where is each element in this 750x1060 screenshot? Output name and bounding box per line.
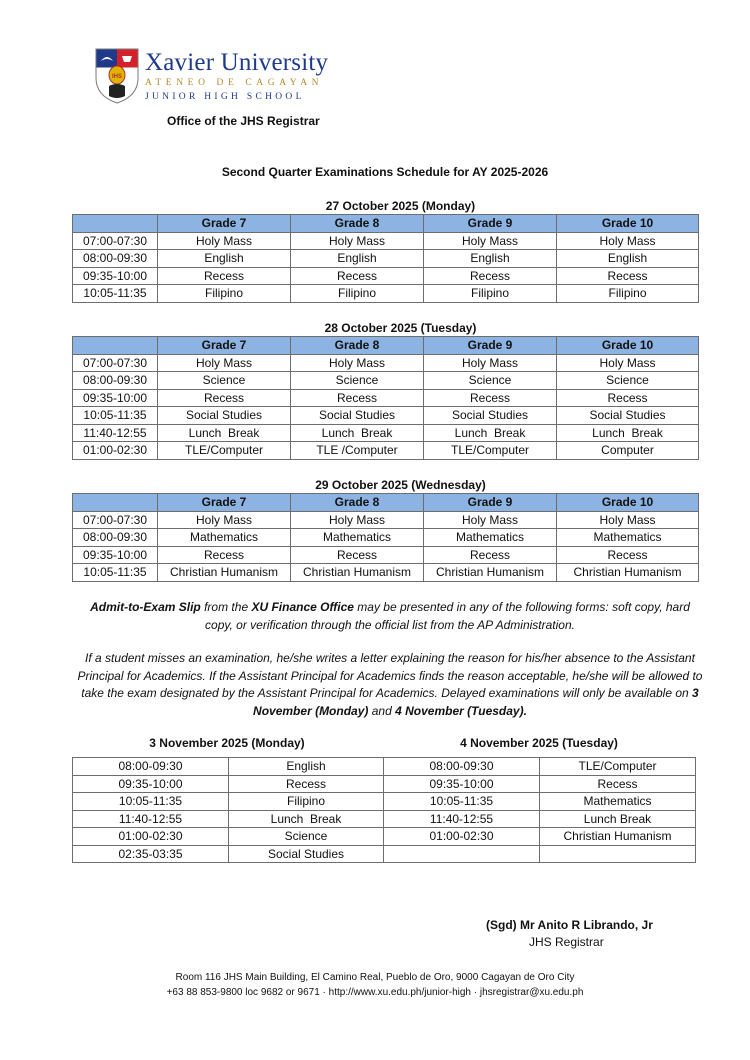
subject-cell: Recess: [158, 389, 291, 407]
subject-cell: Filipino: [291, 285, 424, 303]
time-cell: 10:05-11:35: [73, 564, 158, 582]
time-cell: 08:00-09:30: [73, 758, 229, 776]
subject-cell: Holy Mass: [557, 232, 699, 250]
day-schedule: [72, 320, 699, 460]
subject-cell: Lunch Break: [229, 810, 384, 828]
subject-cell: Recess: [557, 546, 699, 564]
subject-cell: Holy Mass: [291, 232, 424, 250]
subject-cell: Science: [158, 372, 291, 390]
time-cell: 01:00-02:30: [73, 442, 158, 460]
header-cell: Grade 7: [158, 494, 291, 512]
university-subtitle: ATENEO DE CAGAYAN: [145, 78, 324, 88]
subject-cell: Filipino: [158, 285, 291, 303]
subject-cell: Science: [229, 828, 384, 846]
subject-cell: TLE /Computer: [291, 442, 424, 460]
header-cell: Grade 9: [424, 494, 557, 512]
subject-cell: Social Studies: [291, 407, 424, 425]
subject-cell: Holy Mass: [291, 511, 424, 529]
subject-cell: Recess: [229, 775, 384, 793]
table-row: [73, 424, 699, 442]
subject-cell: Lunch Break: [540, 810, 696, 828]
svg-text:IHS: IHS: [111, 74, 123, 80]
header-cell: Grade 8: [291, 215, 424, 233]
makeup-tuesday-title: 4 November 2025 (Tuesday): [460, 736, 618, 750]
table-header-row: [73, 337, 699, 355]
subject-cell: TLE/Computer: [424, 442, 557, 460]
subject-cell: Mathematics: [158, 529, 291, 547]
university-shield-icon: [95, 48, 139, 104]
page-title: Second Quarter Examinations Schedule for AY 2025-2026: [221, 165, 549, 179]
office-name: Office of the JHS Registrar: [167, 114, 320, 128]
day-schedule: [72, 477, 699, 582]
time-cell: 10:05-11:35: [73, 793, 229, 811]
table-row: [73, 250, 699, 268]
subject-cell: Science: [557, 372, 699, 390]
day-title: 29 October 2025 (Wednesday): [315, 478, 486, 492]
subject-cell: Holy Mass: [424, 511, 557, 529]
day-title: 27 October 2025 (Monday): [325, 199, 476, 213]
table-row: [73, 793, 696, 811]
time-cell: 09:35-10:00: [384, 775, 540, 793]
time-cell: 09:35-10:00: [73, 775, 229, 793]
header-cell: Grade 7: [158, 215, 291, 233]
admit-slip-note: [80, 599, 700, 634]
makeup-monday-title: 3 November 2025 (Monday): [149, 736, 305, 750]
subject-cell: Mathematics: [557, 529, 699, 547]
header-cell: Grade 7: [158, 337, 291, 355]
subject-cell: Lunch Break: [291, 424, 424, 442]
time-cell: 08:00-09:30: [73, 529, 158, 547]
subject-cell: Holy Mass: [557, 511, 699, 529]
missed-exam-note: [70, 650, 710, 720]
day-schedule: [72, 198, 699, 303]
subject-cell: Mathematics: [540, 793, 696, 811]
time-cell: 09:35-10:00: [73, 389, 158, 407]
subject-cell: Holy Mass: [158, 511, 291, 529]
header-cell: Grade 10: [557, 494, 699, 512]
subject-cell: Holy Mass: [557, 354, 699, 372]
note-text: .: [523, 703, 527, 718]
makeup-schedule-table: [72, 757, 696, 863]
subject-cell: [540, 845, 696, 863]
note-text: and: [368, 703, 396, 718]
subject-cell: Social Studies: [424, 407, 557, 425]
table-row: [73, 810, 696, 828]
schedule-table: [72, 214, 699, 303]
subject-cell: Christian Humanism: [158, 564, 291, 582]
signatory-name: (Sgd) Mr Anito R Librando, Jr: [486, 918, 653, 932]
header-cell: Grade 8: [291, 337, 424, 355]
subject-cell: Recess: [158, 267, 291, 285]
time-cell: 08:00-09:30: [384, 758, 540, 776]
subject-cell: TLE/Computer: [158, 442, 291, 460]
table-header-row: [73, 215, 699, 233]
time-cell: 10:05-11:35: [384, 793, 540, 811]
finance-office-term: XU Finance Office: [251, 600, 354, 614]
time-cell: 07:00-07:30: [73, 354, 158, 372]
makeup-date-monday: 3 November (Monday): [253, 686, 699, 718]
subject-cell: Mathematics: [291, 529, 424, 547]
subject-cell: Holy Mass: [158, 232, 291, 250]
header-cell: Grade 9: [424, 215, 557, 233]
subject-cell: Recess: [557, 389, 699, 407]
table-row: [73, 407, 699, 425]
note-text: If a student misses an examination, he/she writes a letter explaining the reason for his/her absence to the Assistant Principal for Academics. If the Assistant Principal for Academics finds the reason acceptable, he/she will be allowed to take the exam designated by the Assistant Principal for Academics. Delayed examinations will only be available on: [77, 651, 703, 700]
subject-cell: TLE/Computer: [540, 758, 696, 776]
subject-cell: Recess: [557, 267, 699, 285]
day-title: 28 October 2025 (Tuesday): [324, 321, 477, 335]
subject-cell: English: [291, 250, 424, 268]
subject-cell: Holy Mass: [424, 354, 557, 372]
table-row: [73, 389, 699, 407]
subject-cell: Holy Mass: [158, 354, 291, 372]
table-row: [73, 529, 699, 547]
schedule-table: [72, 336, 699, 460]
table-row: [73, 372, 699, 390]
header-cell: Grade 10: [557, 337, 699, 355]
subject-cell: English: [557, 250, 699, 268]
time-cell: 08:00-09:30: [73, 250, 158, 268]
table-row: [73, 564, 699, 582]
table-row: [73, 845, 696, 863]
time-cell: 01:00-02:30: [73, 828, 229, 846]
subject-cell: Mathematics: [424, 529, 557, 547]
subject-cell: Science: [424, 372, 557, 390]
signatory-title: JHS Registrar: [529, 935, 604, 949]
subject-cell: Recess: [424, 546, 557, 564]
subject-cell: English: [229, 758, 384, 776]
table-row: [73, 546, 699, 564]
table-row: [73, 828, 696, 846]
header-cell: [73, 494, 158, 512]
footer-contact: +63 88 853-9800 loc 9682 or 9671 · http://www.xu.edu.ph/junior-high · jhsregistrar@xu.edu.ph: [166, 987, 584, 998]
subject-cell: Holy Mass: [424, 232, 557, 250]
header-cell: Grade 10: [557, 215, 699, 233]
subject-cell: Computer: [557, 442, 699, 460]
subject-cell: Social Studies: [158, 407, 291, 425]
header-cell: Grade 8: [291, 494, 424, 512]
time-cell: 08:00-09:30: [73, 372, 158, 390]
header-cell: [73, 215, 158, 233]
time-cell: 11:40-12:55: [73, 810, 229, 828]
subject-cell: Lunch Break: [158, 424, 291, 442]
time-cell: [384, 845, 540, 863]
subject-cell: Recess: [540, 775, 696, 793]
subject-cell: Christian Humanism: [291, 564, 424, 582]
time-cell: 11:40-12:55: [384, 810, 540, 828]
note-text: may be presented in any of the following forms: soft copy, hard copy, or verification through the official list from the AP Administration.: [205, 600, 690, 632]
university-name: Xavier University: [145, 49, 329, 76]
table-header-row: [73, 494, 699, 512]
subject-cell: Lunch Break: [424, 424, 557, 442]
subject-cell: Recess: [424, 389, 557, 407]
subject-cell: Social Studies: [229, 845, 384, 863]
note-text: from the: [200, 600, 252, 614]
schedule-table: [72, 493, 699, 582]
subject-cell: Recess: [158, 546, 291, 564]
table-row: [73, 354, 699, 372]
subject-cell: Holy Mass: [291, 354, 424, 372]
subject-cell: Christian Humanism: [540, 828, 696, 846]
subject-cell: Filipino: [229, 793, 384, 811]
subject-cell: Social Studies: [557, 407, 699, 425]
time-cell: 09:35-10:00: [73, 546, 158, 564]
subject-cell: Recess: [291, 389, 424, 407]
subject-cell: Recess: [291, 267, 424, 285]
subject-cell: Christian Humanism: [557, 564, 699, 582]
subject-cell: Recess: [291, 546, 424, 564]
admit-slip-term: Admit-to-Exam Slip: [90, 600, 201, 614]
time-cell: 01:00-02:30: [384, 828, 540, 846]
table-row: [73, 442, 699, 460]
table-row: [73, 758, 696, 776]
table-row: [73, 232, 699, 250]
university-logo: [95, 48, 328, 104]
school-name: JUNIOR HIGH SCHOOL: [145, 92, 305, 102]
table-row: [73, 775, 696, 793]
table-row: [73, 511, 699, 529]
time-cell: 07:00-07:30: [73, 511, 158, 529]
footer-address: Room 116 JHS Main Building, El Camino Real, Pueblo de Oro, 9000 Cagayan de Oro City: [175, 972, 575, 983]
subject-cell: Recess: [424, 267, 557, 285]
subject-cell: Filipino: [557, 285, 699, 303]
header-cell: [73, 337, 158, 355]
table-row: [73, 285, 699, 303]
subject-cell: English: [424, 250, 557, 268]
makeup-date-tuesday: 4 November (Tuesday): [395, 703, 524, 718]
time-cell: 11:40-12:55: [73, 424, 158, 442]
subject-cell: Lunch Break: [557, 424, 699, 442]
time-cell: 09:35-10:00: [73, 267, 158, 285]
time-cell: 10:05-11:35: [73, 285, 158, 303]
subject-cell: English: [158, 250, 291, 268]
table-row: [73, 267, 699, 285]
time-cell: 10:05-11:35: [73, 407, 158, 425]
time-cell: 02:35-03:35: [73, 845, 229, 863]
subject-cell: Christian Humanism: [424, 564, 557, 582]
header-cell: Grade 9: [424, 337, 557, 355]
subject-cell: Science: [291, 372, 424, 390]
subject-cell: Filipino: [424, 285, 557, 303]
time-cell: 07:00-07:30: [73, 232, 158, 250]
